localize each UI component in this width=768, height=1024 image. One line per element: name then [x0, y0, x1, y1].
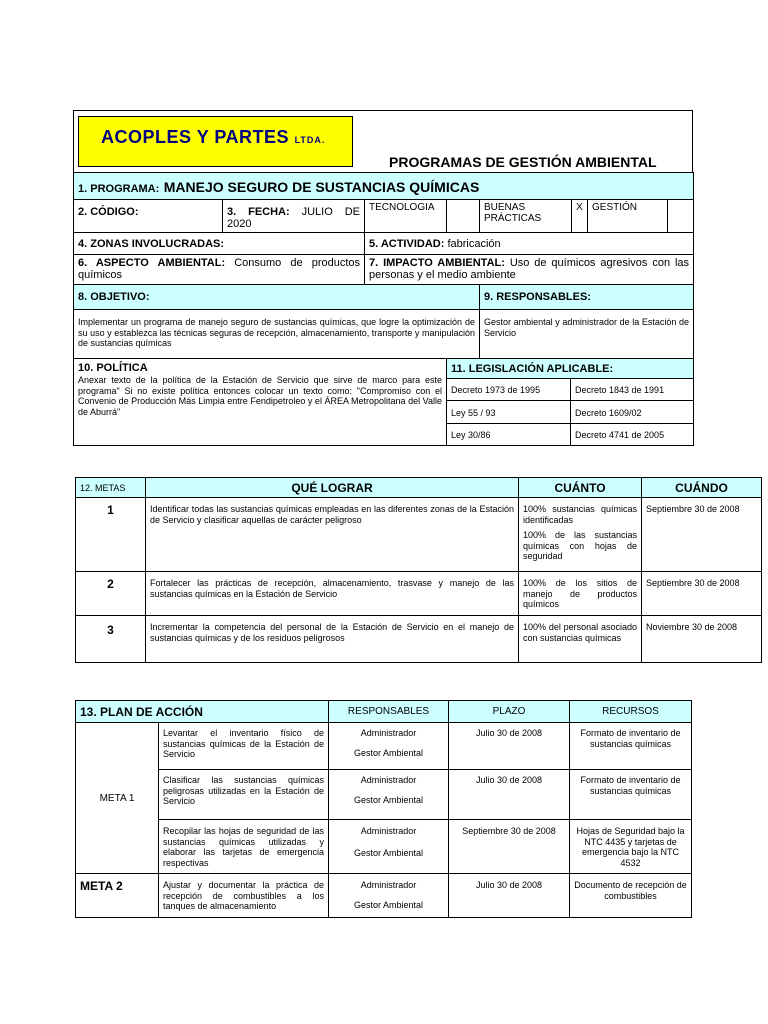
plan-resp-1: Administrador — [360, 728, 417, 738]
tecnologia-cell: TECNOLOGIA — [365, 200, 447, 233]
meta1-label: META 1 — [76, 723, 159, 874]
actividad-value: fabricación — [447, 238, 501, 250]
zonas-label: 4. ZONAS INVOLUCRADAS: — [78, 238, 225, 250]
actividad-cell — [365, 233, 694, 255]
meta2-label: META 2 — [76, 874, 159, 918]
meta-cuando: Septiembre 30 de 2008 — [642, 498, 762, 572]
plan-recursos: Documento de recepción de combustibles — [570, 874, 692, 918]
metas-header-cuando: CUÁNDO — [642, 478, 762, 498]
meta-cuanto-item: 100% sustancias químicas identificadas — [523, 504, 637, 525]
legislacion-item: Ley 30/86 — [447, 423, 571, 445]
plan-plazo: Julio 30 de 2008 — [449, 723, 570, 770]
plan-plazo: Septiembre 30 de 2008 — [449, 820, 570, 874]
plan-responsables — [329, 820, 449, 874]
plan-responsables — [329, 723, 449, 770]
fecha-label: 3. FECHA: — [227, 206, 290, 218]
plan-recursos: Formato de inventario de sustancias químicas — [570, 723, 692, 770]
politica-cell — [74, 359, 447, 445]
impacto-cell — [365, 255, 694, 285]
legislacion-label: 11. LEGISLACIÓN APLICABLE: — [447, 359, 694, 378]
metas-table — [75, 477, 762, 663]
meta-que: Identificar todas las sustancias químicas empleadas en las diferentes zonas de la Estación de Servicio y clasificar aquellas de carácter peligroso — [146, 498, 519, 572]
meta-row — [76, 498, 762, 572]
plan-responsables — [329, 770, 449, 820]
meta-cuanto-item: 100% de las sustancias químicas con hojas de seguridad — [523, 530, 637, 561]
meta-cuando: Septiembre 30 de 2008 — [642, 572, 762, 616]
plan-accion: Clasificar las sustancias químicas peligrosas utilizadas en la Estación de Servicio — [159, 770, 329, 820]
responsables-text: Gestor ambiental y administrador de la Estación de Servicio — [480, 310, 694, 359]
objetivo-text: Implementar un programa de manejo seguro de sustancias químicas, que logre la optimización de su uso y establezca las técnicas seguras de recepción, almacenamiento, transporte y manipulación de sustancias químicas — [74, 310, 480, 359]
plan-plazo: Julio 30 de 2008 — [449, 874, 570, 918]
meta-que: Fortalecer las prácticas de recepción, almacenamiento, trasvase y manejo de las sustancias químicas en la Estación de Servicio — [146, 572, 519, 616]
program-sheet — [73, 110, 693, 446]
impacto-value: Uso de químicos agresivos con las personas y el medio ambiente — [369, 257, 690, 281]
codigo-cell — [74, 200, 223, 233]
politica-text: Anexar texto de la política de la Estación de Servicio que sirve de marco para este programa" Si no existe política entonces colocar un texto como: "Compromiso con el Convenio de Producción Más Limpia entre Fendipetroleo y el ÁREA Metropolitana del Valle de Aburrá" — [78, 375, 442, 417]
plan-header-title: 13. PLAN DE ACCIÓN — [76, 701, 329, 723]
meta-cuanto — [519, 616, 642, 663]
legislacion-item: Decreto 1973 de 1995 — [447, 378, 571, 400]
meta-cuanto-item: 100% de los sitios de manejo de productos químicos — [523, 578, 637, 609]
aspecto-label: 6. ASPECTO AMBIENTAL: — [78, 257, 226, 269]
buenas-practicas-cell: BUENAS PRÁCTICAS — [480, 200, 572, 233]
impacto-label: 7. IMPACTO AMBIENTAL: — [369, 257, 505, 269]
politica-legislacion-table — [73, 359, 694, 446]
meta-cuanto-item: 100% del personal asociado con sustancias químicas — [523, 622, 637, 643]
plan-row — [76, 723, 692, 770]
plan-resp-2: Gestor Ambiental — [353, 747, 424, 758]
company-name: ACOPLES Y PARTES — [101, 127, 290, 147]
plan-header-recursos: RECURSOS — [570, 701, 692, 723]
objetivo-label: 8. OBJETIVO: — [74, 285, 480, 310]
meta-number: 3 — [76, 616, 146, 663]
tecnologia-mark[interactable] — [447, 200, 480, 233]
meta-row — [76, 572, 762, 616]
program-table — [73, 172, 694, 359]
legislacion-item: Ley 55 / 93 — [447, 400, 571, 423]
company-logo — [78, 116, 353, 167]
plan-recursos: Hojas de Seguridad bajo la NTC 4435 y tarjetas de emergencia bajo la NTC 4532 — [570, 820, 692, 874]
header — [73, 110, 693, 172]
programa-row — [74, 173, 694, 200]
programa-label: 1. PROGRAMA: — [78, 183, 160, 195]
legislacion-item: Decreto 1609/02 — [571, 400, 694, 423]
gestion-cell: GESTIÓN — [588, 200, 668, 233]
aspecto-value: Consumo de productos químicos — [78, 257, 361, 281]
metas-header-que: QUÉ LOGRAR — [146, 478, 519, 498]
fecha-value: JULIO DE 2020 — [227, 206, 361, 230]
plan-table — [75, 700, 692, 918]
plan-responsables — [329, 874, 449, 918]
meta-cuando: Noviembre 30 de 2008 — [642, 616, 762, 663]
programa-value: MANEJO SEGURO DE SUSTANCIAS QUÍMICAS — [163, 179, 480, 195]
buenas-practicas-mark[interactable]: X — [572, 200, 588, 233]
plan-row — [76, 874, 692, 918]
plan-plazo: Julio 30 de 2008 — [449, 770, 570, 820]
zonas-cell — [74, 233, 365, 255]
plan-resp-1: Administrador — [360, 775, 417, 785]
actividad-label: 5. ACTIVIDAD: — [369, 238, 445, 250]
document-title: PROGRAMAS DE GESTIÓN AMBIENTAL — [389, 154, 657, 170]
codigo-label: 2. CÓDIGO: — [78, 206, 139, 218]
plan-header-responsables: RESPONSABLES — [329, 701, 449, 723]
meta-row — [76, 616, 762, 663]
meta-number: 1 — [76, 498, 146, 572]
plan-header-plazo: PLAZO — [449, 701, 570, 723]
plan-accion: Levantar el inventario físico de sustancias químicas de la Estación de Servicio — [159, 723, 329, 770]
meta-number: 2 — [76, 572, 146, 616]
plan-resp-2: Gestor Ambiental — [353, 794, 424, 805]
plan-resp-1: Administrador — [360, 826, 417, 836]
plan-resp-2: Gestor Ambiental — [353, 899, 424, 910]
meta-que: Incrementar la competencia del personal de la Estación de Servicio en el manejo de sustancias químicas y de los residuos peligrosos — [146, 616, 519, 663]
plan-recursos: Formato de inventario de sustancias químicas — [570, 770, 692, 820]
gestion-mark[interactable] — [668, 200, 694, 233]
politica-label: 10. POLÍTICA — [78, 362, 148, 374]
plan-row — [76, 820, 692, 874]
plan-resp-2: Gestor Ambiental — [353, 847, 424, 858]
legislacion-item: Decreto 1843 de 1991 — [571, 378, 694, 400]
plan-row — [76, 770, 692, 820]
company-suffix: LTDA. — [294, 135, 326, 145]
legislacion-item: Decreto 4741 de 2005 — [571, 423, 694, 445]
metas-header-cuanto: CUÁNTO — [519, 478, 642, 498]
fecha-cell — [223, 200, 365, 233]
aspecto-cell — [74, 255, 365, 285]
metas-header-num: 12. METAS — [76, 478, 146, 498]
meta-cuanto — [519, 498, 642, 572]
plan-resp-1: Administrador — [360, 880, 417, 890]
plan-accion: Recopilar las hojas de seguridad de las sustancias químicas utilizadas y elaborar las tarjetas de emergencia respectivas — [159, 820, 329, 874]
plan-accion: Ajustar y documentar la práctica de recepción de combustibles a los tanques de almacenamiento — [159, 874, 329, 918]
meta-cuanto — [519, 572, 642, 616]
responsables-label: 9. RESPONSABLES: — [480, 285, 694, 310]
